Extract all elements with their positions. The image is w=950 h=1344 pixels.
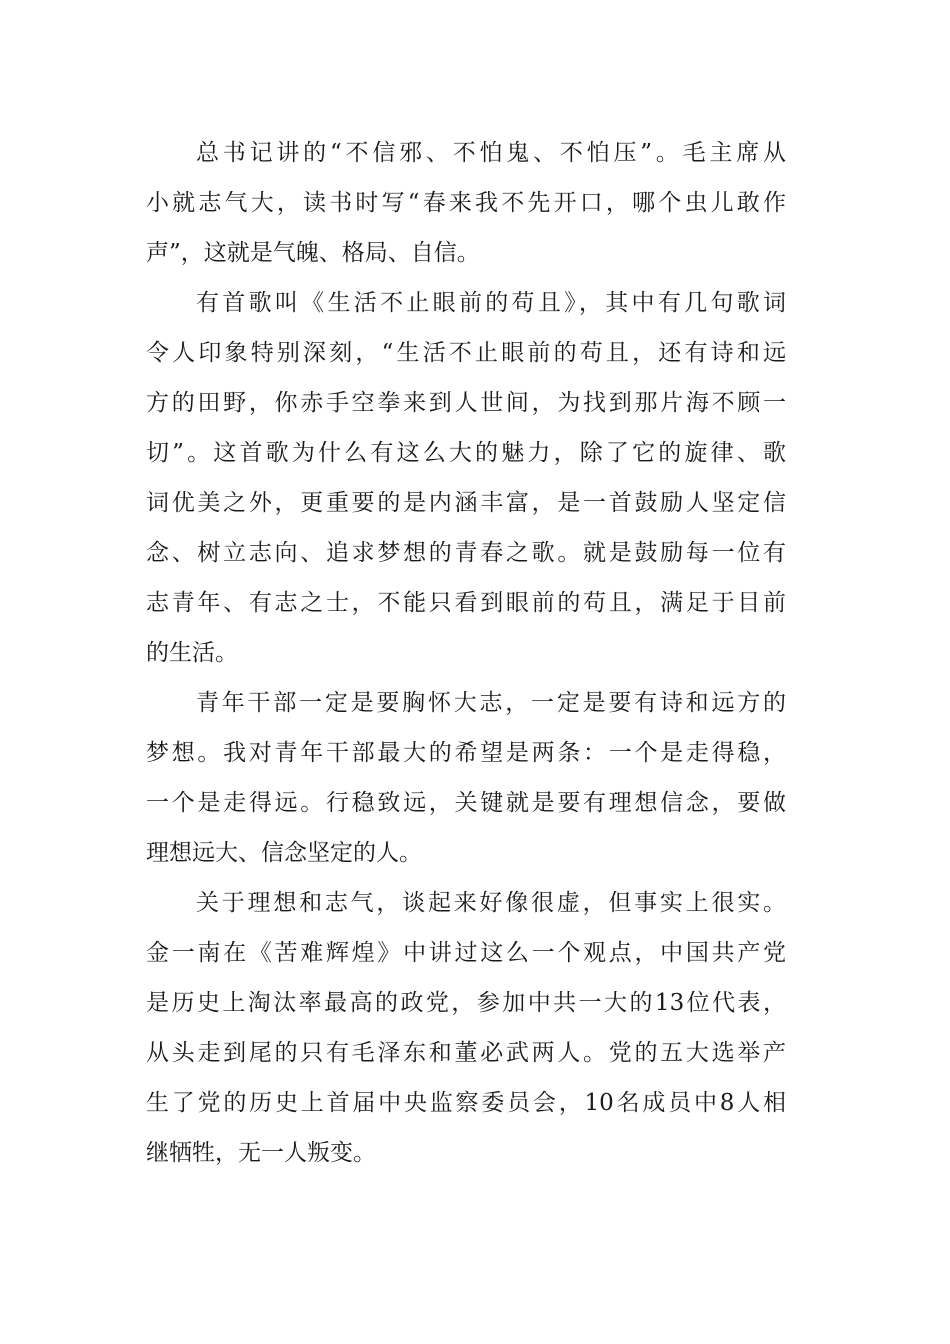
paragraph-2-line-3: 方的田野，你赤手空拳来到人世间，为找到那片海不顾一: [146, 390, 786, 416]
paragraph-1-line-1: 总书记讲的“不信邪、不怕鬼、不怕压”。毛主席从: [196, 140, 786, 166]
paragraph-1-line-3: 声”，这就是气魄、格局、自信。: [146, 240, 480, 266]
paragraph-3-line-4: 理想远大、信念坚定的人。: [146, 840, 422, 866]
paragraph-3-line-2: 梦想。我对青年干部最大的希望是两条：一个是走得稳，: [146, 740, 786, 766]
paragraph-2-line-8: 的生活。: [146, 640, 238, 666]
paragraph-4-line-5: 生了党的历史上首届中央监察委员会，10名成员中8人相: [146, 1090, 786, 1116]
paragraph-2-line-1: 有首歌叫《生活不止眼前的苟且》，其中有几句歌词: [196, 290, 786, 316]
paragraph-4-line-2: 金一南在《苦难辉煌》中讲过这么一个观点，中国共产党: [146, 940, 786, 966]
paragraph-4-line-3: 是历史上淘汰率最高的政党，参加中共一大的13位代表，: [146, 990, 786, 1016]
paragraph-3-line-1: 青年干部一定是要胸怀大志，一定是要有诗和远方的: [196, 690, 786, 716]
paragraph-2-line-2: 令人印象特别深刻，“生活不止眼前的苟且，还有诗和远: [146, 340, 786, 366]
paragraph-4-line-4: 从头走到尾的只有毛泽东和董必武两人。党的五大选举产: [146, 1040, 786, 1066]
paragraph-4-line-6: 继牺牲，无一人叛变。: [146, 1140, 376, 1166]
paragraph-2-line-4: 切”。这首歌为什么有这么大的魅力，除了它的旋律、歌: [146, 440, 786, 466]
paragraph-1-line-2: 小就志气大，读书时写“春来我不先开口，哪个虫儿敢作: [146, 190, 786, 216]
paragraph-3-line-3: 一个是走得远。行稳致远，关键就是要有理想信念，要做: [146, 790, 786, 816]
paragraph-4-line-1: 关于理想和志气，谈起来好像很虚，但事实上很实。: [196, 890, 786, 916]
paragraph-2-line-6: 念、树立志向、追求梦想的青春之歌。就是鼓励每一位有: [146, 540, 786, 566]
paragraph-2-line-7: 志青年、有志之士，不能只看到眼前的苟且，满足于目前: [146, 590, 786, 616]
paragraph-2-line-5: 词优美之外，更重要的是内涵丰富，是一首鼓励人坚定信: [146, 490, 786, 516]
document-body: [146, 128, 786, 1178]
